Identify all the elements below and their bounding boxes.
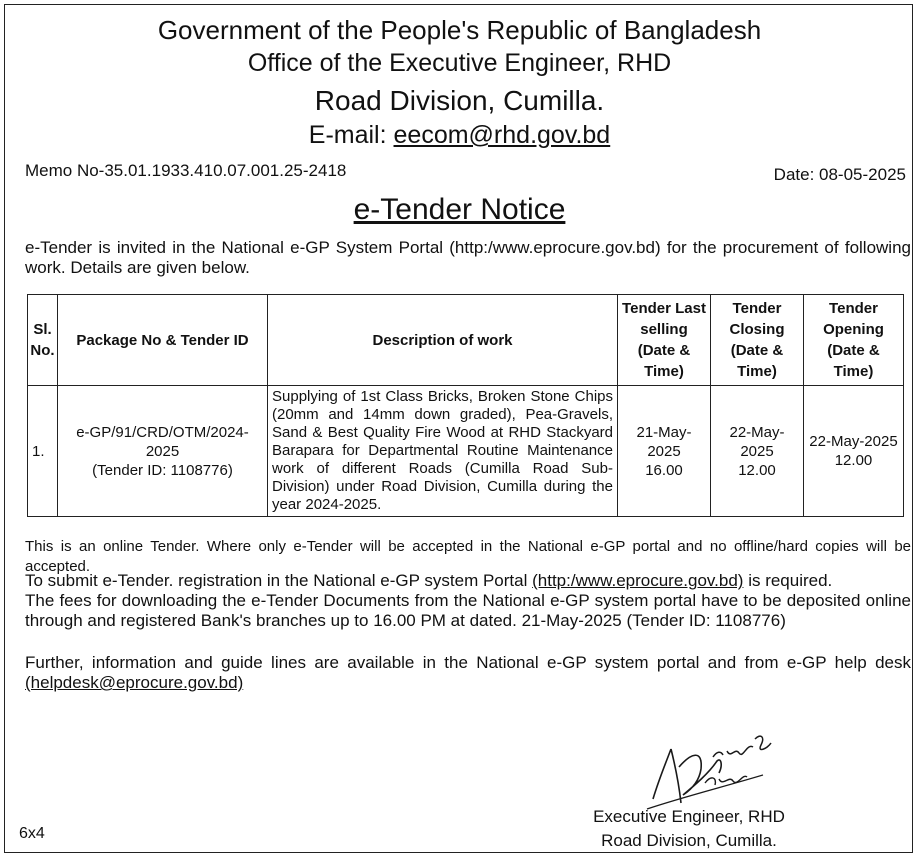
tender-id: (Tender ID: 1108776) <box>92 461 233 479</box>
intro-paragraph: e-Tender is invited in the National e-GP System Portal (http:/www.eprocure.gov.bd) for the procurement of following work. Details are given below. <box>25 238 911 277</box>
submit-text: To submit e-Tender. registration in the National e-GP system Portal <box>25 571 528 590</box>
package-number: e-GP/91/CRD/OTM/2024-2025 <box>76 423 249 460</box>
further-text: Further, information and guide lines are available in the National e-GP system portal and from e-GP help desk <box>25 653 911 672</box>
further-paragraph <box>25 653 911 693</box>
division-heading: Road Division, Cumilla. <box>314 85 605 116</box>
header-description: Description of work <box>268 295 618 386</box>
helpdesk-link[interactable]: (helpdesk@eprocure.gov.bd) <box>25 673 244 692</box>
submit-text-end: is required. <box>748 571 833 590</box>
header-last-selling: Tender Last selling (Date & Time) <box>618 295 711 386</box>
table-header-row <box>28 295 904 386</box>
email-heading <box>5 121 914 150</box>
signatory-title: Executive Engineer, RHD <box>593 807 785 826</box>
email-label: E-mail: <box>308 121 387 149</box>
cell-description: Supplying of 1st Class Bricks, Broken Stone Chips (20mm and 14mm down graded), Pea-Gravels, Sand & Best Quality Fire Wood at RHD Stackyard Barapara for Departmental Routine Maintenance work of different Roads (Cumilla Road Sub-Division) under Road Division, Cumilla during the year 2024-2025. <box>268 386 618 517</box>
notice-page <box>4 4 913 853</box>
fees-paragraph: The fees for downloading the e-Tender Documents from the National e-GP system portal have to be deposited online through and registered Bank's branches up to 16.00 PM at dated. 21-May-2025 (Tender ID: 1108776) <box>25 591 911 630</box>
cell-opening <box>804 386 904 517</box>
submit-paragraph <box>25 571 911 591</box>
last-selling-time: 16.00 <box>645 461 683 479</box>
online-tender-note: This is an online Tender. Where only e-Tender will be accepted in the National e-GP portal and no offline/hard copies will be accepted. <box>25 538 911 575</box>
cell-last-selling <box>618 386 711 517</box>
header-package: Package No & Tender ID <box>58 295 268 386</box>
size-note: 6x4 <box>19 825 45 842</box>
signature-block <box>589 805 789 853</box>
opening-date: 22-May-2025 <box>809 433 898 450</box>
eprocure-link[interactable]: (http:/www.eprocure.gov.bd) <box>532 571 744 590</box>
signatory-office: Road Division, Cumilla. <box>601 831 777 850</box>
email-link[interactable]: eecom@rhd.gov.bd <box>393 121 611 149</box>
government-heading: Government of the People's Republic of Bangladesh <box>157 15 762 45</box>
table-row <box>28 386 904 517</box>
cell-closing <box>711 386 804 517</box>
header-sl: Sl. No. <box>28 295 58 386</box>
tender-table <box>27 294 904 517</box>
closing-date: 22-May-2025 <box>729 423 785 460</box>
notice-date: Date: 08-05-2025 <box>773 165 906 184</box>
notice-title: e-Tender Notice <box>353 193 566 226</box>
cell-sl: 1. <box>28 386 58 517</box>
opening-time: 12.00 <box>834 452 873 469</box>
handwritten-signature <box>613 713 783 813</box>
office-heading: Office of the Executive Engineer, RHD <box>247 49 672 77</box>
memo-number: Memo No-35.01.1933.410.07.001.25-2418 <box>25 161 347 180</box>
header-closing: Tender Closing (Date & Time) <box>711 295 804 386</box>
last-selling-date: 21-May-2025 <box>636 423 692 460</box>
cell-package <box>58 386 268 517</box>
header-opening: Tender Opening (Date & Time) <box>804 295 904 386</box>
closing-time: 12.00 <box>738 461 776 479</box>
